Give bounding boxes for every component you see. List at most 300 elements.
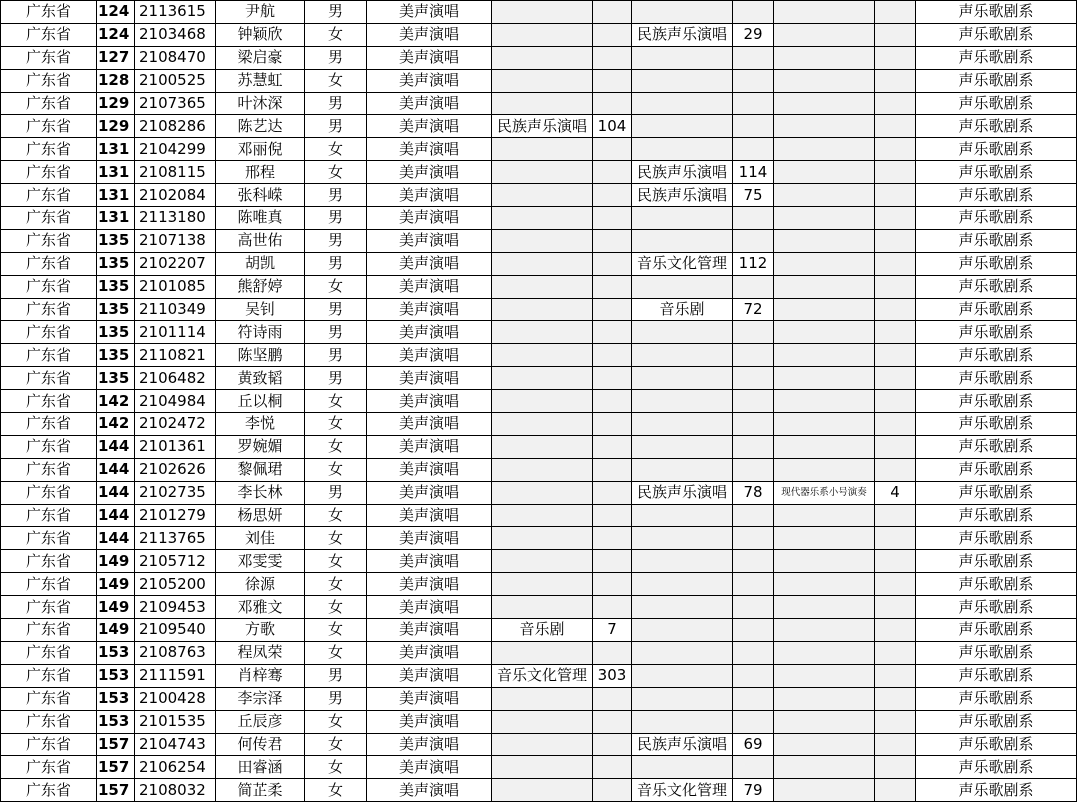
table-row [1, 69, 1077, 92]
alt-choice-3-cell [774, 435, 875, 458]
alt-choice-3-cell [774, 69, 875, 92]
gender-cell: 女 [305, 596, 367, 619]
major-cell: 美声演唱 [367, 435, 492, 458]
alt-choice-2-cell: 民族声乐演唱 [632, 184, 733, 207]
candidate-id-cell: 2109453 [135, 596, 216, 619]
alt-choice-1-cell [492, 504, 593, 527]
major-cell: 美声演唱 [367, 390, 492, 413]
gender-cell: 男 [305, 298, 367, 321]
major-cell: 美声演唱 [367, 23, 492, 46]
alt-choice-1-rank-cell [593, 641, 632, 664]
rank-cell: 144 [97, 504, 135, 527]
alt-choice-3-rank-cell [875, 664, 916, 687]
alt-choice-2-rank-cell [733, 92, 774, 115]
province-cell: 广东省 [1, 184, 97, 207]
department-cell: 声乐歌剧系 [916, 115, 1077, 138]
candidate-name-cell: 邢程 [216, 161, 305, 184]
alt-choice-1-cell [492, 687, 593, 710]
rank-cell: 124 [97, 1, 135, 24]
alt-choice-2-cell [632, 756, 733, 779]
table-row [1, 138, 1077, 161]
candidate-name-cell: 陈坚鹏 [216, 344, 305, 367]
alt-choice-1-rank-cell [593, 458, 632, 481]
gender-cell: 男 [305, 367, 367, 390]
alt-choice-3-cell [774, 527, 875, 550]
alt-choice-1-cell [492, 161, 593, 184]
candidate-id-cell: 2107138 [135, 229, 216, 252]
gender-cell: 女 [305, 390, 367, 413]
alt-choice-2-cell [632, 1, 733, 24]
alt-choice-3-rank-cell [875, 207, 916, 230]
rank-cell: 135 [97, 252, 135, 275]
province-cell: 广东省 [1, 321, 97, 344]
alt-choice-2-rank-cell [733, 458, 774, 481]
gender-cell: 女 [305, 435, 367, 458]
alt-choice-3-cell [774, 756, 875, 779]
alt-choice-3-rank-cell [875, 641, 916, 664]
rank-cell: 149 [97, 596, 135, 619]
alt-choice-2-rank-cell [733, 641, 774, 664]
table-row [1, 92, 1077, 115]
department-cell: 声乐歌剧系 [916, 69, 1077, 92]
table-row [1, 481, 1077, 504]
candidate-name-cell: 简芷柔 [216, 779, 305, 802]
province-cell: 广东省 [1, 619, 97, 642]
alt-choice-1-cell: 音乐文化管理 [492, 664, 593, 687]
alt-choice-1-cell [492, 92, 593, 115]
alt-choice-1-rank-cell [593, 573, 632, 596]
rank-cell: 153 [97, 664, 135, 687]
department-cell: 声乐歌剧系 [916, 161, 1077, 184]
candidate-id-cell: 2101279 [135, 504, 216, 527]
alt-choice-3-cell [774, 619, 875, 642]
alt-choice-2-rank-cell [733, 504, 774, 527]
alt-choice-1-rank-cell [593, 298, 632, 321]
alt-choice-2-cell [632, 115, 733, 138]
candidate-name-cell: 黄致韬 [216, 367, 305, 390]
gender-cell: 男 [305, 229, 367, 252]
province-cell: 广东省 [1, 161, 97, 184]
table-row [1, 779, 1077, 802]
candidate-id-cell: 2104299 [135, 138, 216, 161]
major-cell: 美声演唱 [367, 275, 492, 298]
table-row [1, 641, 1077, 664]
alt-choice-2-rank-cell [733, 596, 774, 619]
department-cell: 声乐歌剧系 [916, 390, 1077, 413]
alt-choice-1-cell [492, 275, 593, 298]
gender-cell: 女 [305, 23, 367, 46]
alt-choice-2-rank-cell: 112 [733, 252, 774, 275]
gender-cell: 女 [305, 161, 367, 184]
candidate-id-cell: 2105712 [135, 550, 216, 573]
major-cell: 美声演唱 [367, 207, 492, 230]
rank-cell: 149 [97, 619, 135, 642]
rank-cell: 135 [97, 298, 135, 321]
alt-choice-2-rank-cell [733, 1, 774, 24]
candidate-id-cell: 2107365 [135, 92, 216, 115]
rank-cell: 157 [97, 733, 135, 756]
department-cell: 声乐歌剧系 [916, 481, 1077, 504]
candidate-id-cell: 2102735 [135, 481, 216, 504]
alt-choice-1-rank-cell [593, 390, 632, 413]
rank-cell: 157 [97, 779, 135, 802]
major-cell: 美声演唱 [367, 344, 492, 367]
major-cell: 美声演唱 [367, 46, 492, 69]
table-row [1, 687, 1077, 710]
major-cell: 美声演唱 [367, 138, 492, 161]
rank-cell: 129 [97, 115, 135, 138]
alt-choice-3-rank-cell [875, 321, 916, 344]
alt-choice-3-rank-cell [875, 687, 916, 710]
alt-choice-3-rank-cell [875, 367, 916, 390]
candidate-id-cell: 2108763 [135, 641, 216, 664]
table-row [1, 344, 1077, 367]
alt-choice-3-rank-cell [875, 527, 916, 550]
alt-choice-1-rank-cell [593, 710, 632, 733]
alt-choice-1-cell [492, 23, 593, 46]
alt-choice-2-cell [632, 573, 733, 596]
rank-cell: 157 [97, 756, 135, 779]
department-cell: 声乐歌剧系 [916, 275, 1077, 298]
rank-cell: 142 [97, 413, 135, 436]
table-row [1, 733, 1077, 756]
major-cell: 美声演唱 [367, 413, 492, 436]
table-row [1, 252, 1077, 275]
alt-choice-1-cell: 民族声乐演唱 [492, 115, 593, 138]
alt-choice-1-cell [492, 573, 593, 596]
alt-choice-2-rank-cell [733, 390, 774, 413]
alt-choice-2-cell [632, 664, 733, 687]
alt-choice-2-cell: 民族声乐演唱 [632, 481, 733, 504]
province-cell: 广东省 [1, 664, 97, 687]
alt-choice-3-rank-cell: 4 [875, 481, 916, 504]
alt-choice-2-rank-cell: 72 [733, 298, 774, 321]
major-cell: 美声演唱 [367, 161, 492, 184]
gender-cell: 男 [305, 344, 367, 367]
table-row [1, 504, 1077, 527]
candidate-name-cell: 李悦 [216, 413, 305, 436]
department-cell: 声乐歌剧系 [916, 504, 1077, 527]
candidate-id-cell: 2104984 [135, 390, 216, 413]
rank-cell: 131 [97, 161, 135, 184]
alt-choice-3-cell [774, 23, 875, 46]
rank-cell: 131 [97, 184, 135, 207]
alt-choice-1-rank-cell [593, 756, 632, 779]
table-row [1, 367, 1077, 390]
alt-choice-2-rank-cell [733, 207, 774, 230]
candidate-id-cell: 2103468 [135, 23, 216, 46]
alt-choice-3-rank-cell [875, 69, 916, 92]
alt-choice-3-rank-cell [875, 733, 916, 756]
candidate-id-cell: 2106254 [135, 756, 216, 779]
alt-choice-2-cell [632, 390, 733, 413]
table-row [1, 390, 1077, 413]
alt-choice-2-cell [632, 458, 733, 481]
alt-choice-1-cell [492, 298, 593, 321]
gender-cell: 女 [305, 275, 367, 298]
gender-cell: 女 [305, 550, 367, 573]
rank-cell: 127 [97, 46, 135, 69]
candidate-name-cell: 杨思妍 [216, 504, 305, 527]
alt-choice-2-cell [632, 435, 733, 458]
major-cell: 美声演唱 [367, 1, 492, 24]
table-row [1, 321, 1077, 344]
candidate-id-cell: 2111591 [135, 664, 216, 687]
alt-choice-2-cell [632, 641, 733, 664]
alt-choice-2-rank-cell [733, 756, 774, 779]
department-cell: 声乐歌剧系 [916, 207, 1077, 230]
candidate-name-cell: 黎佩珺 [216, 458, 305, 481]
alt-choice-1-cell [492, 550, 593, 573]
alt-choice-1-rank-cell [593, 779, 632, 802]
department-cell: 声乐歌剧系 [916, 435, 1077, 458]
alt-choice-1-cell [492, 596, 593, 619]
alt-choice-3-cell [774, 504, 875, 527]
alt-choice-3-cell [774, 115, 875, 138]
alt-choice-3-cell [774, 46, 875, 69]
alt-choice-3-cell [774, 664, 875, 687]
alt-choice-2-rank-cell [733, 115, 774, 138]
rank-cell: 135 [97, 367, 135, 390]
department-cell: 声乐歌剧系 [916, 1, 1077, 24]
alt-choice-2-cell: 民族声乐演唱 [632, 23, 733, 46]
department-cell: 声乐歌剧系 [916, 687, 1077, 710]
major-cell: 美声演唱 [367, 779, 492, 802]
alt-choice-2-cell [632, 367, 733, 390]
province-cell: 广东省 [1, 596, 97, 619]
alt-choice-2-rank-cell [733, 367, 774, 390]
alt-choice-3-rank-cell [875, 161, 916, 184]
gender-cell: 男 [305, 321, 367, 344]
rank-cell: 131 [97, 138, 135, 161]
major-cell: 美声演唱 [367, 619, 492, 642]
major-cell: 美声演唱 [367, 710, 492, 733]
alt-choice-1-rank-cell [593, 550, 632, 573]
alt-choice-2-rank-cell: 114 [733, 161, 774, 184]
gender-cell: 女 [305, 138, 367, 161]
province-cell: 广东省 [1, 481, 97, 504]
alt-choice-2-cell [632, 207, 733, 230]
alt-choice-2-rank-cell [733, 321, 774, 344]
alt-choice-1-rank-cell [593, 207, 632, 230]
alt-choice-1-cell [492, 390, 593, 413]
gender-cell: 男 [305, 664, 367, 687]
department-cell: 声乐歌剧系 [916, 664, 1077, 687]
department-cell: 声乐歌剧系 [916, 138, 1077, 161]
candidate-id-cell: 2100525 [135, 69, 216, 92]
alt-choice-2-rank-cell [733, 69, 774, 92]
province-cell: 广东省 [1, 275, 97, 298]
table-row [1, 756, 1077, 779]
department-cell: 声乐歌剧系 [916, 573, 1077, 596]
alt-choice-1-cell [492, 344, 593, 367]
alt-choice-1-cell [492, 779, 593, 802]
major-cell: 美声演唱 [367, 550, 492, 573]
table-row [1, 1, 1077, 24]
alt-choice-2-cell [632, 92, 733, 115]
department-cell: 声乐歌剧系 [916, 229, 1077, 252]
gender-cell: 男 [305, 1, 367, 24]
department-cell: 声乐歌剧系 [916, 298, 1077, 321]
table-row [1, 710, 1077, 733]
gender-cell: 女 [305, 573, 367, 596]
table-row [1, 184, 1077, 207]
alt-choice-2-cell [632, 46, 733, 69]
alt-choice-3-cell [774, 229, 875, 252]
department-cell: 声乐歌剧系 [916, 619, 1077, 642]
alt-choice-1-rank-cell [593, 161, 632, 184]
alt-choice-1-rank-cell [593, 69, 632, 92]
table-row [1, 413, 1077, 436]
candidate-id-cell: 2110349 [135, 298, 216, 321]
candidate-name-cell: 丘辰彦 [216, 710, 305, 733]
alt-choice-3-rank-cell [875, 298, 916, 321]
alt-choice-2-cell [632, 687, 733, 710]
rank-cell: 153 [97, 710, 135, 733]
candidate-name-cell: 李宗泽 [216, 687, 305, 710]
alt-choice-1-rank-cell [593, 596, 632, 619]
alt-choice-1-cell [492, 458, 593, 481]
gender-cell: 女 [305, 413, 367, 436]
candidate-id-cell: 2113615 [135, 1, 216, 24]
candidate-id-cell: 2108032 [135, 779, 216, 802]
alt-choice-2-cell [632, 138, 733, 161]
alt-choice-1-rank-cell [593, 321, 632, 344]
gender-cell: 男 [305, 92, 367, 115]
candidate-name-cell: 徐源 [216, 573, 305, 596]
table-row [1, 573, 1077, 596]
alt-choice-3-rank-cell [875, 779, 916, 802]
alt-choice-3-rank-cell [875, 619, 916, 642]
gender-cell: 女 [305, 458, 367, 481]
alt-choice-1-rank-cell: 104 [593, 115, 632, 138]
alt-choice-1-cell [492, 641, 593, 664]
table-row [1, 596, 1077, 619]
alt-choice-1-rank-cell [593, 527, 632, 550]
alt-choice-3-rank-cell [875, 390, 916, 413]
alt-choice-3-cell [774, 344, 875, 367]
gender-cell: 男 [305, 184, 367, 207]
alt-choice-2-cell [632, 344, 733, 367]
alt-choice-1-cell [492, 207, 593, 230]
province-cell: 广东省 [1, 390, 97, 413]
alt-choice-3-rank-cell [875, 275, 916, 298]
alt-choice-3-cell [774, 687, 875, 710]
province-cell: 广东省 [1, 756, 97, 779]
major-cell: 美声演唱 [367, 298, 492, 321]
province-cell: 广东省 [1, 252, 97, 275]
department-cell: 声乐歌剧系 [916, 710, 1077, 733]
candidate-id-cell: 2102084 [135, 184, 216, 207]
alt-choice-2-cell: 音乐文化管理 [632, 779, 733, 802]
rank-cell: 131 [97, 207, 135, 230]
alt-choice-1-rank-cell [593, 344, 632, 367]
alt-choice-2-cell: 民族声乐演唱 [632, 733, 733, 756]
table-row [1, 664, 1077, 687]
alt-choice-3-cell [774, 641, 875, 664]
alt-choice-3-cell [774, 138, 875, 161]
major-cell: 美声演唱 [367, 115, 492, 138]
major-cell: 美声演唱 [367, 252, 492, 275]
alt-choice-3-cell: 现代器乐系小号演奏 [774, 481, 875, 504]
alt-choice-3-rank-cell [875, 23, 916, 46]
candidate-name-cell: 陈唯真 [216, 207, 305, 230]
province-cell: 广东省 [1, 527, 97, 550]
alt-choice-3-rank-cell [875, 1, 916, 24]
province-cell: 广东省 [1, 46, 97, 69]
alt-choice-1-cell [492, 69, 593, 92]
province-cell: 广东省 [1, 115, 97, 138]
alt-choice-3-cell [774, 184, 875, 207]
department-cell: 声乐歌剧系 [916, 756, 1077, 779]
candidate-name-cell: 梁启豪 [216, 46, 305, 69]
alt-choice-1-cell [492, 527, 593, 550]
province-cell: 广东省 [1, 298, 97, 321]
alt-choice-2-rank-cell: 69 [733, 733, 774, 756]
candidate-name-cell: 邓丽倪 [216, 138, 305, 161]
candidate-name-cell: 尹航 [216, 1, 305, 24]
alt-choice-3-cell [774, 161, 875, 184]
candidate-name-cell: 张科嵘 [216, 184, 305, 207]
gender-cell: 男 [305, 207, 367, 230]
candidate-id-cell: 2101114 [135, 321, 216, 344]
alt-choice-1-rank-cell [593, 1, 632, 24]
major-cell: 美声演唱 [367, 504, 492, 527]
alt-choice-3-cell [774, 573, 875, 596]
alt-choice-3-cell [774, 550, 875, 573]
alt-choice-2-rank-cell [733, 573, 774, 596]
candidate-name-cell: 苏慧虹 [216, 69, 305, 92]
alt-choice-1-rank-cell [593, 413, 632, 436]
alt-choice-3-cell [774, 710, 875, 733]
alt-choice-2-cell [632, 413, 733, 436]
alt-choice-2-rank-cell [733, 275, 774, 298]
major-cell: 美声演唱 [367, 229, 492, 252]
alt-choice-3-cell [774, 413, 875, 436]
province-cell: 广东省 [1, 435, 97, 458]
gender-cell: 男 [305, 46, 367, 69]
alt-choice-2-cell [632, 275, 733, 298]
candidate-name-cell: 吴钊 [216, 298, 305, 321]
alt-choice-3-cell [774, 298, 875, 321]
alt-choice-1-rank-cell [593, 435, 632, 458]
table-row [1, 115, 1077, 138]
province-cell: 广东省 [1, 573, 97, 596]
province-cell: 广东省 [1, 779, 97, 802]
alt-choice-3-rank-cell [875, 344, 916, 367]
alt-choice-3-rank-cell [875, 46, 916, 69]
table-row [1, 207, 1077, 230]
department-cell: 声乐歌剧系 [916, 641, 1077, 664]
province-cell: 广东省 [1, 138, 97, 161]
province-cell: 广东省 [1, 367, 97, 390]
major-cell: 美声演唱 [367, 641, 492, 664]
candidate-name-cell: 邓雅文 [216, 596, 305, 619]
alt-choice-2-rank-cell: 75 [733, 184, 774, 207]
rank-cell: 128 [97, 69, 135, 92]
rank-cell: 129 [97, 92, 135, 115]
candidate-name-cell: 方歌 [216, 619, 305, 642]
alt-choice-1-cell [492, 435, 593, 458]
alt-choice-3-rank-cell [875, 229, 916, 252]
alt-choice-2-rank-cell [733, 687, 774, 710]
alt-choice-2-rank-cell [733, 138, 774, 161]
alt-choice-3-rank-cell [875, 184, 916, 207]
table-body [1, 1, 1077, 802]
department-cell: 声乐歌剧系 [916, 367, 1077, 390]
table-row [1, 619, 1077, 642]
alt-choice-1-cell [492, 733, 593, 756]
